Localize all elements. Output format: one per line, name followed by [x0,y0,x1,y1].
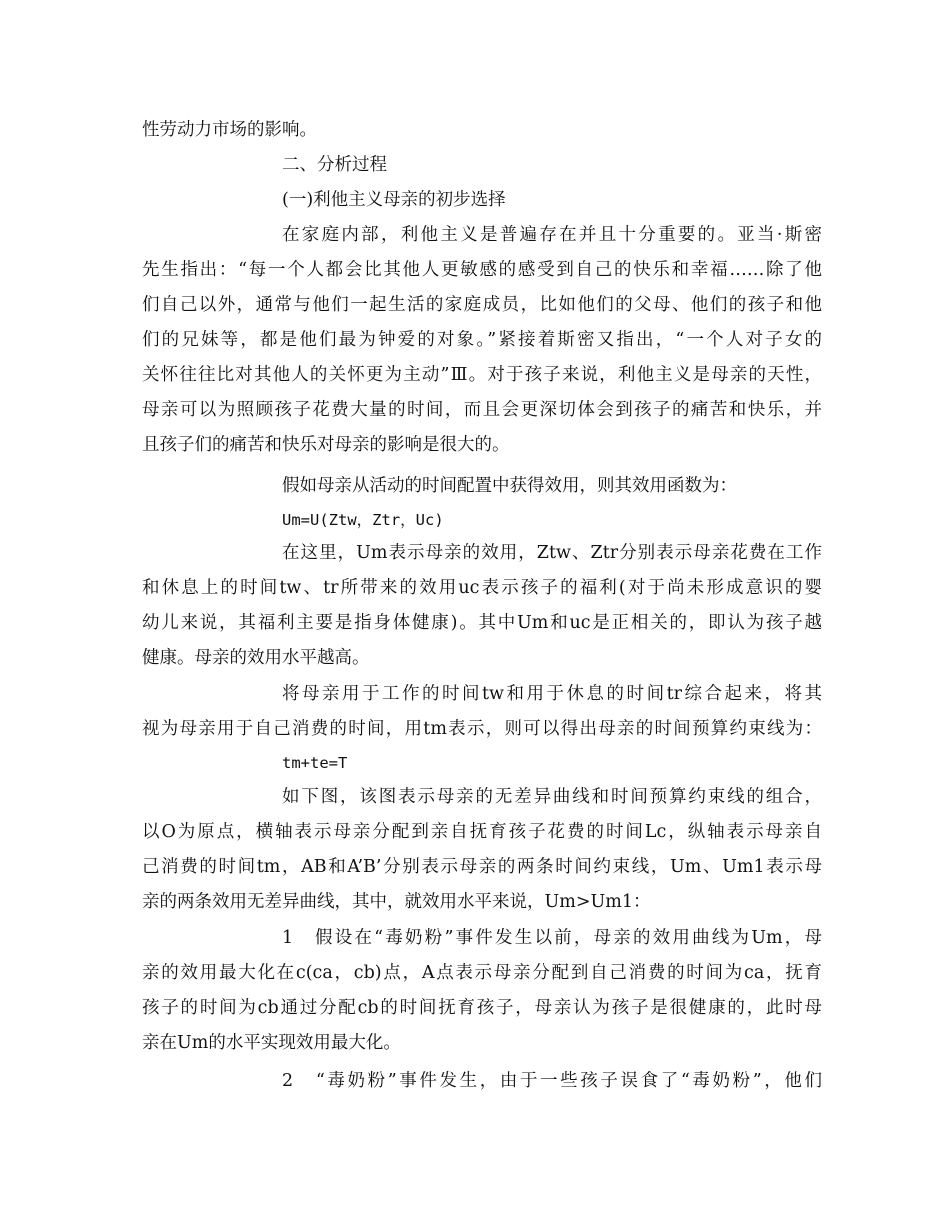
paragraph-first-line: 如下图，该图表示母亲的无差异曲线和时间预算约束线的组合， [282,787,822,807]
paragraph-first-line: 假如母亲从活动的时间配置中获得效用，则其效用函数为： [282,476,737,496]
text-line: 以O为原点，横轴表示母亲分配到亲自抚育孩子花费的时间Lc，纵轴表示母亲自 [142,822,822,842]
paragraph-first-line: 在家庭内部，利他主义是普遍存在并且十分重要的。亚当·斯密 [282,225,822,245]
text-line: 且孩子们的痛苦和快乐对母亲的影响是很大的。 [142,435,510,455]
text-line: 性劳动力市场的影响。 [142,120,317,140]
text-line: 们的兄妹等，都是他们最为钟爱的对象。”紧接着斯密又指出，“一个人对子女的 [142,330,822,350]
section-heading: 二、分析过程 [282,155,387,175]
text-line: 幼儿来说，其福利主要是指身体健康)。其中Um和uc是正相关的，即认为孩子越 [142,613,822,633]
text-line: 孩子的时间为cb通过分配cb的时间抚育孩子，母亲认为孩子是很健康的，此时母 [142,998,822,1018]
text-line: 己消费的时间tm，AB和A’B’分别表示母亲的两条时间约束线，Um、Um1表示母 [142,857,822,877]
paragraph-first-line: 在这里，Um表示母亲的效用，Ztw、Ztr分别表示母亲花费在工作 [282,543,822,563]
paragraph-first-line: 将母亲用于工作的时间tw和用于休息的时间tr综合起来，将其 [282,684,822,704]
text-line: 亲的效用最大化在c(ca，cb)点，A点表示母亲分配到自己消费的时间为ca，抚育 [142,963,822,983]
list-item-1: 1 假设在“毒奶粉”事件发生以前，母亲的效用曲线为Um，母 [282,928,822,948]
formula-utility: Um=U(Ztw，Ztr，Uc) [282,511,444,529]
text-line: 母亲可以为照顾孩子花费大量的时间，而且会更深切体会到孩子的痛苦和快乐，并 [142,400,822,420]
text-line: 和休息上的时间tw、tr所带来的效用uc表示孩子的福利(对于尚未形成意识的婴 [142,578,822,598]
text-line: 先生指出：“每一个人都会比其他人更敏感的感受到自己的快乐和幸福……除了他 [142,260,822,280]
text-line: 亲的两条效用无差异曲线，其中，就效用水平来说，Um>Um1： [142,892,651,912]
text-line: 关怀往往比对其他人的关怀更为主动”Ⅲ。对于孩子来说，利他主义是母亲的天性， [142,365,822,385]
list-item-2: 2 “毒奶粉”事件发生，由于一些孩子误食了“毒奶粉”，他们 [282,1071,822,1091]
formula-budget: tm+te=T [282,754,348,772]
text-line: 亲在Um的水平实现效用最大化。 [142,1033,401,1053]
subsection-heading: (一)利他主义母亲的初步选择 [282,190,506,210]
text-line: 们自己以外，通常与他们一起生活的家庭成员，比如他们的父母、他们的孩子和他 [142,295,822,315]
text-line: 健康。母亲的效用水平越高。 [142,648,370,668]
text-line: 视为母亲用于自己消费的时间，用tm表示，则可以得出母亲的时间预算约束线为： [142,719,822,739]
